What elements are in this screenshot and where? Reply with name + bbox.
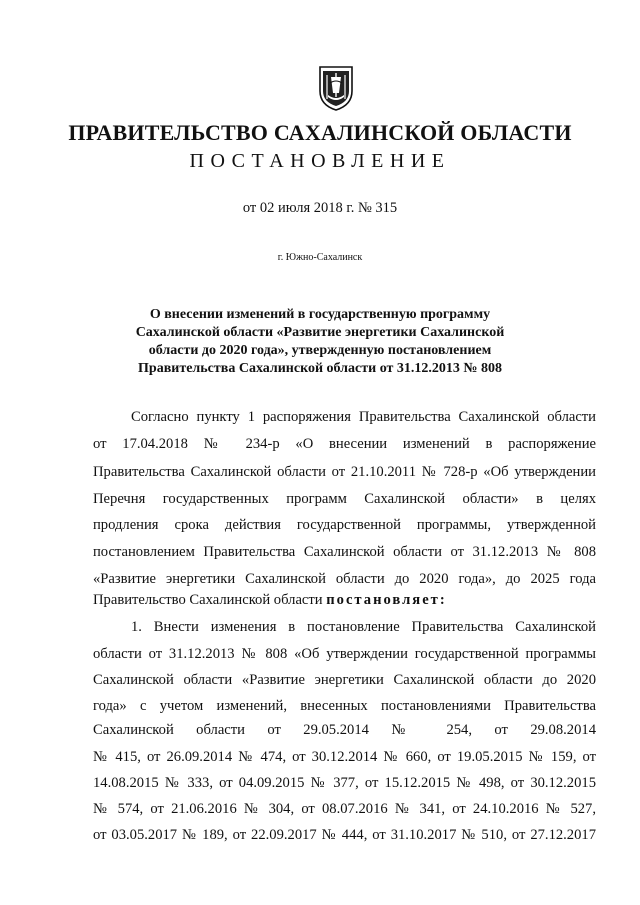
body-line: продления срока действия государственной программы, утвержденной [93,517,596,533]
government-title: ПРАВИТЕЛЬСТВО САХАЛИНСКОЙ ОБЛАСТИ [68,120,572,145]
document-date-number: от 02 июля 2018 г. № 315 [242,200,398,216]
body-line: № 415, от 26.09.2014 № 474, от 30.12.2014 № 660, от 19.05.2015 № 159, от [93,749,596,765]
resolves-word: постановляет: [326,592,447,608]
document-city: г. Южно-Сахалинск [277,252,363,263]
body-line: 1. Внести изменения в постановление Правительства Сахалинской [131,619,596,635]
body-line: 14.08.2015 № 333, от 04.09.2015 № 377, от 15.12.2015 № 498, от 30.12.2015 [93,775,596,791]
coat-of-arms-emblem [318,63,354,111]
body-line: № 574, от 21.06.2016 № 304, от 08.07.2016 № 341, от 24.10.2016 № 527, [93,801,596,817]
body-line: Сахалинской области от 29.05.2014 № 254, от 29.08.2014 [93,722,596,738]
body-line: Согласно пункту 1 распоряжения Правительства Сахалинской области [131,409,596,425]
body-line: Перечня государственных программ Сахалинской области» в целях [93,491,596,507]
document-subject [0,306,640,378]
subject-line: области до 2020 года», утвержденную постановлением [148,343,492,358]
body-line: постановлением Правительства Сахалинской области от 31.12.2013 № 808 [93,544,596,560]
body-line-resolution [93,592,596,609]
body-line: области от 31.12.2013 № 808 «Об утверждении государственной программы [93,646,596,662]
body-line: от 03.05.2017 № 189, от 22.09.2017 № 444, от 31.10.2017 № 510, от 27.12.2017 [93,827,596,843]
subject-line: Сахалинской области «Развитие энергетики Сахалинской [135,325,505,340]
body-line: Сахалинской области «Развитие энергетики Сахалинской области до 2020 [93,672,596,688]
subject-line: О внесении изменений в государственную программу [149,307,491,322]
body-line-text: Правительство Сахалинской области [93,592,327,608]
body-line: Правительства Сахалинской области от 21.10.2011 № 728-р «Об утверждении [93,464,596,480]
body-line: года» с учетом изменений, внесенных постановлениями Правительства [93,698,596,714]
document-type: ПОСТАНОВЛЕНИЕ [189,150,451,172]
body-line: «Развитие энергетики Сахалинской области до 2020 года», до 2025 года [93,571,596,587]
body-line: от 17.04.2018 № 234-р «О внесении изменений в распоряжение [93,436,596,452]
subject-line: Правительства Сахалинской области от 31.12.2013 № 808 [138,361,502,376]
